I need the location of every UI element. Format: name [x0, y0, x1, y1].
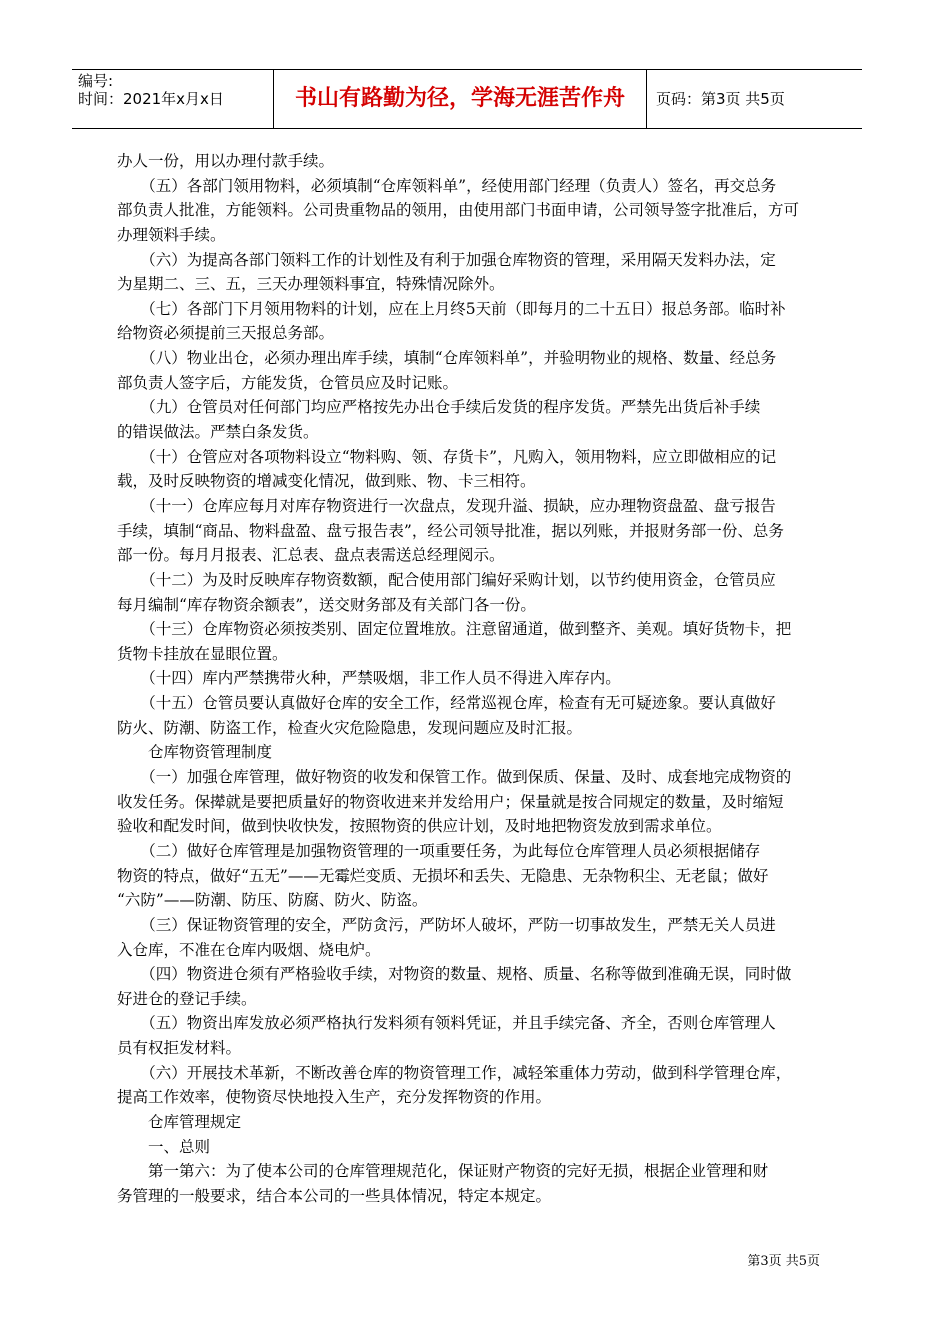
text-line: 给物资必须提前三天报总务部。: [117, 324, 335, 343]
header-page-label: 页码：第3页 共5页: [656, 90, 785, 108]
text-line: 防火、防潮、防盗工作，检查火灾危险隐患，发现问题应及时汇报。: [117, 718, 583, 737]
text-line: （七）各部门下月领用物料的计划，应在上月终5天前（即每月的二十五日）报总务部。临时补: [117, 299, 786, 318]
text-line: （六）为提高各部门领料工作的计划性及有利于加强仓库物资的管理，采用隔天发料办法，定: [117, 250, 776, 269]
text-line: （十四）库内严禁携带火种，严禁吸烟，非工作人员不得进入库存内。: [117, 669, 621, 688]
text-line: “六防”——防潮、防压、防腐、防火、防盗。: [117, 891, 428, 910]
document-number-label: 编号:: [78, 72, 114, 90]
document-time-label: 时间：2021年x月x日: [78, 90, 224, 108]
text-line: 收发任务。保撵就是要把质量好的物资收进来并发给用户；保量就是按合同规定的数量，及时缩短: [117, 792, 784, 811]
text-line: 载，及时反映物资的增减变化情况，做到账、物、卡三相符。: [117, 472, 536, 491]
text-line: （六）开展技术革新，不断改善仓库的物资管理工作，减轻笨重体力劳动，做到科学管理仓库，: [117, 1063, 792, 1082]
text-line: 仓库物资管理制度: [117, 743, 273, 762]
header-bottom-rule: [72, 128, 862, 129]
text-line: 手续，填制“商品、物料盘盈、盘亏报告表”，经公司领导批准，据以列账，并报财务部一份、总务: [117, 521, 784, 540]
text-line: （二）做好仓库管理是加强物资管理的一项重要任务，为此每位仓库管理人员必须根据储存: [117, 841, 761, 860]
text-line: 部负责人签字后，方能发货，仓管员应及时记账。: [117, 373, 459, 392]
text-line: （四）物资进仓须有严格验收手续，对物资的数量、规格、质量、名称等做到准确无误，同时做: [117, 965, 792, 984]
text-line: （五）物资出库发放必须严格执行发料须有领料凭证，并且手续完备、齐全，否则仓库管理人: [117, 1014, 776, 1033]
text-line: （九）仓管员对任何部门均应严格按先办出仓手续后发货的程序发货。严禁先出货后补手续: [117, 398, 761, 417]
text-line: 货物卡挂放在显眼位置。: [117, 644, 288, 663]
text-line: 部负责人批准，方能领料。公司贵重物品的领用，由使用部门书面申请，公司领导签字批准后，方可: [117, 201, 800, 220]
text-line: （一）加强仓库管理，做好物资的收发和保管工作。做到保质、保量、及时、成套地完成物资的: [117, 768, 792, 787]
text-line: 员有权拒发材料。: [117, 1039, 242, 1058]
header-top-rule: [72, 69, 862, 70]
text-line: 为星期二、三、五，三天办理领料事宜，特殊情况除外。: [117, 275, 505, 294]
text-line: 验收和配发时间，做到快收快发，按照物资的供应计划，及时地把物资发放到需求单位。: [117, 817, 722, 836]
document-body: [117, 149, 827, 1209]
text-line: （十五）仓管员要认真做好仓库的安全工作，经常巡视仓库，检查有无可疑迹象。要认真做好: [117, 694, 776, 713]
text-line: （五）各部门领用物料，必须填制“仓库领料单”，经使用部门经理（负责人）签名，再交总务: [117, 176, 777, 195]
text-line: 的错误做法。严禁白条发货。: [117, 423, 319, 442]
text-line: 办人一份，用以办理付款手续。: [117, 152, 335, 170]
text-line: 一、总则: [117, 1137, 211, 1156]
text-line: 办理领料手续。: [117, 225, 226, 244]
header-divider-right: [646, 69, 647, 128]
text-line: 务管理的一般要求，结合本公司的一些具体情况，特定本规定。: [117, 1186, 552, 1205]
text-line: 入仓库，不准在仓库内吸烟、烧电炉。: [117, 940, 381, 959]
text-line: （十二）为及时反映库存物资数额，配合使用部门编好采购计划，以节约使用资金，仓管员应: [117, 570, 776, 589]
text-line: （八）物业出仓，必须办理出库手续，填制“仓库领料单”，并验明物业的规格、数量、经总务: [117, 349, 777, 368]
text-line: 每月编制“库存物资余额表”，送交财务部及有关部门各一份。: [117, 595, 536, 614]
text-line: 部一份。每月月报表、汇总表、盘点表需送总经理阅示。: [117, 546, 505, 565]
text-line: （十）仓管应对各项物料设立“物料购、领、存货卡”，凡购入，领用物料，应立即做相应的记: [117, 447, 777, 466]
text-line: 提高工作效率，使物资尽快地投入生产，充分发挥物资的作用。: [117, 1088, 552, 1107]
text-line: 第一第六：为了使本公司的仓库管理规范化，保证财产物资的完好无损，根据企业管理和财: [117, 1162, 769, 1181]
footer-page-number: 第3页 共5页: [747, 1254, 820, 1269]
text-line: （十一）仓库应每月对库存物资进行一次盘点，发现升溢、损缺，应办理物资盘盈、盘亏报告: [117, 496, 776, 515]
text-line: （十三）仓库物资必须按类别、固定位置堆放。注意留通道，做到整齐、美观。填好货物卡，把: [117, 620, 792, 639]
text-line: 物资的特点，做好“五无”——无霉烂变质、无损坏和丢失、无隐患、无杂物积尘、无老鼠；做好: [117, 866, 769, 885]
text-line: 仓库管理规定: [117, 1112, 242, 1131]
text-line: （三）保证物资管理的安全，严防贪污，严防坏人破坏，严防一切事故发生，严禁无关人员进: [117, 915, 776, 934]
header-motto: 书山有路勤为径，学海无涯苦作舟: [294, 86, 625, 111]
text-line: 好进仓的登记手续。: [117, 989, 257, 1008]
